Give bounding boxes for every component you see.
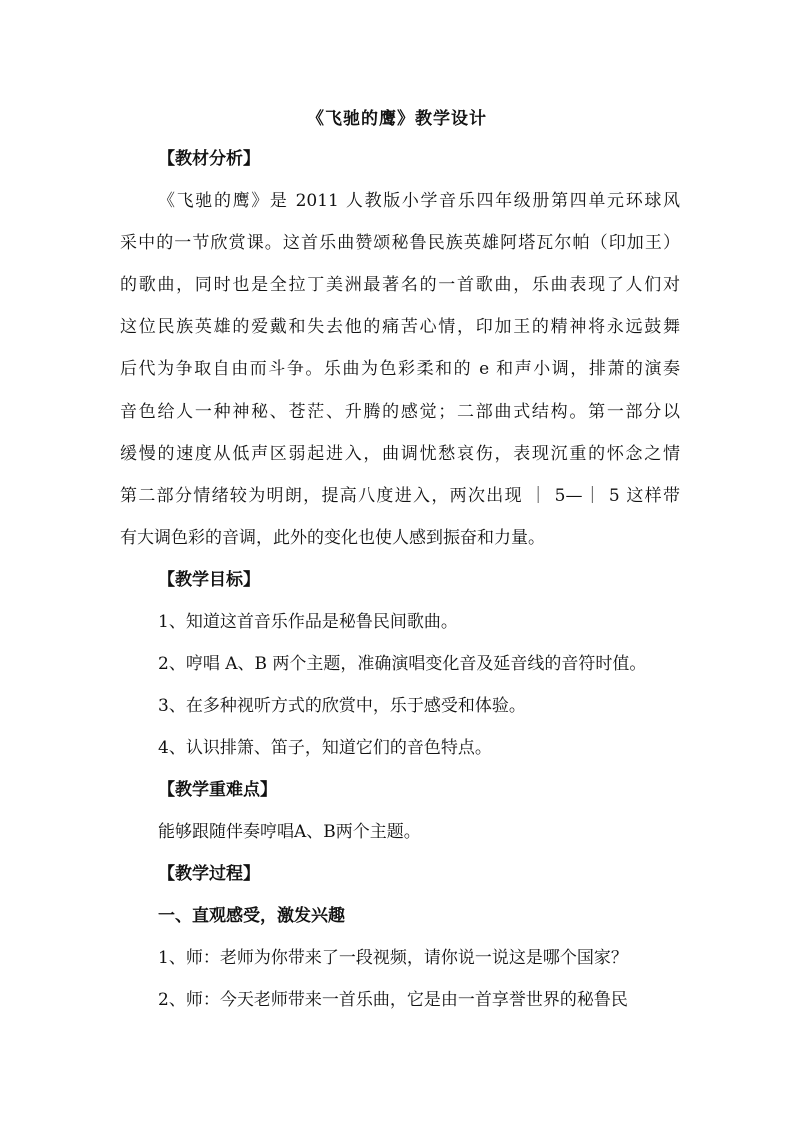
section-heading-analysis: 【教材分析】 (158, 149, 260, 169)
paragraph-line: 第二部分情绪较为明朗，提高八度进入，两次出现 ｜ 5—｜ 5 这样带 (120, 486, 680, 506)
paragraph-line: 《飞驰的鹰》是 2011 人教版小学音乐四年级册第四单元环球风 (158, 191, 680, 211)
document-title: 《飞驰的鹰》教学设计 (307, 109, 487, 129)
process-item: 1、师：老师为你带来了一段视频，请你说一说这是哪个国家？ (158, 948, 628, 968)
paragraph-line: 缓慢的速度从低声区弱起进入，曲调忧愁哀伤，表现沉重的怀念之情 (120, 444, 680, 464)
paragraph-line: 后代为争取自由而斗争。乐曲为色彩柔和的 e 和声小调，排萧的演奏 (120, 359, 680, 379)
goal-item: 3、在多种视听方式的欣赏中，乐于感受和体验。 (158, 696, 526, 716)
paragraph-line: 采中的一节欣赏课。这首乐曲赞颂秘鲁民族英雄阿塔瓦尔帕（印加王） (120, 233, 680, 253)
key-points-text: 能够跟随伴奏哼唱A、B两个主题。 (158, 822, 421, 842)
section-heading-key-points: 【教学重难点】 (158, 780, 277, 800)
paragraph-line: 这位民族英雄的爱戴和失去他的痛苦心情，印加王的精神将永远鼓舞 (120, 317, 680, 337)
process-item: 2、师：今天老师带来一首乐曲，它是由一首享誉世界的秘鲁民 (158, 990, 628, 1010)
paragraph-line: 音色给人一种神秘、苍茫、升腾的感觉；二部曲式结构。第一部分以 (120, 402, 680, 422)
goal-item: 2、哼唱 A、B 两个主题，准确演唱变化音及延音线的音符时值。 (158, 654, 647, 674)
process-step-heading: 一、直观感受，激发兴趣 (158, 906, 345, 926)
section-heading-goals: 【教学目标】 (158, 570, 260, 590)
paragraph-line: 的歌曲，同时也是全拉丁美洲最著名的一首歌曲，乐曲表现了人们对 (120, 275, 680, 295)
section-heading-process: 【教学过程】 (158, 864, 260, 884)
paragraph-line: 有大调色彩的音调，此外的变化也使人感到振奋和力量。 (120, 528, 545, 548)
goal-item: 1、知道这首音乐作品是秘鲁民间歌曲。 (158, 612, 458, 632)
goal-item: 4、认识排箫、笛子，知道它们的音色特点。 (158, 738, 492, 758)
